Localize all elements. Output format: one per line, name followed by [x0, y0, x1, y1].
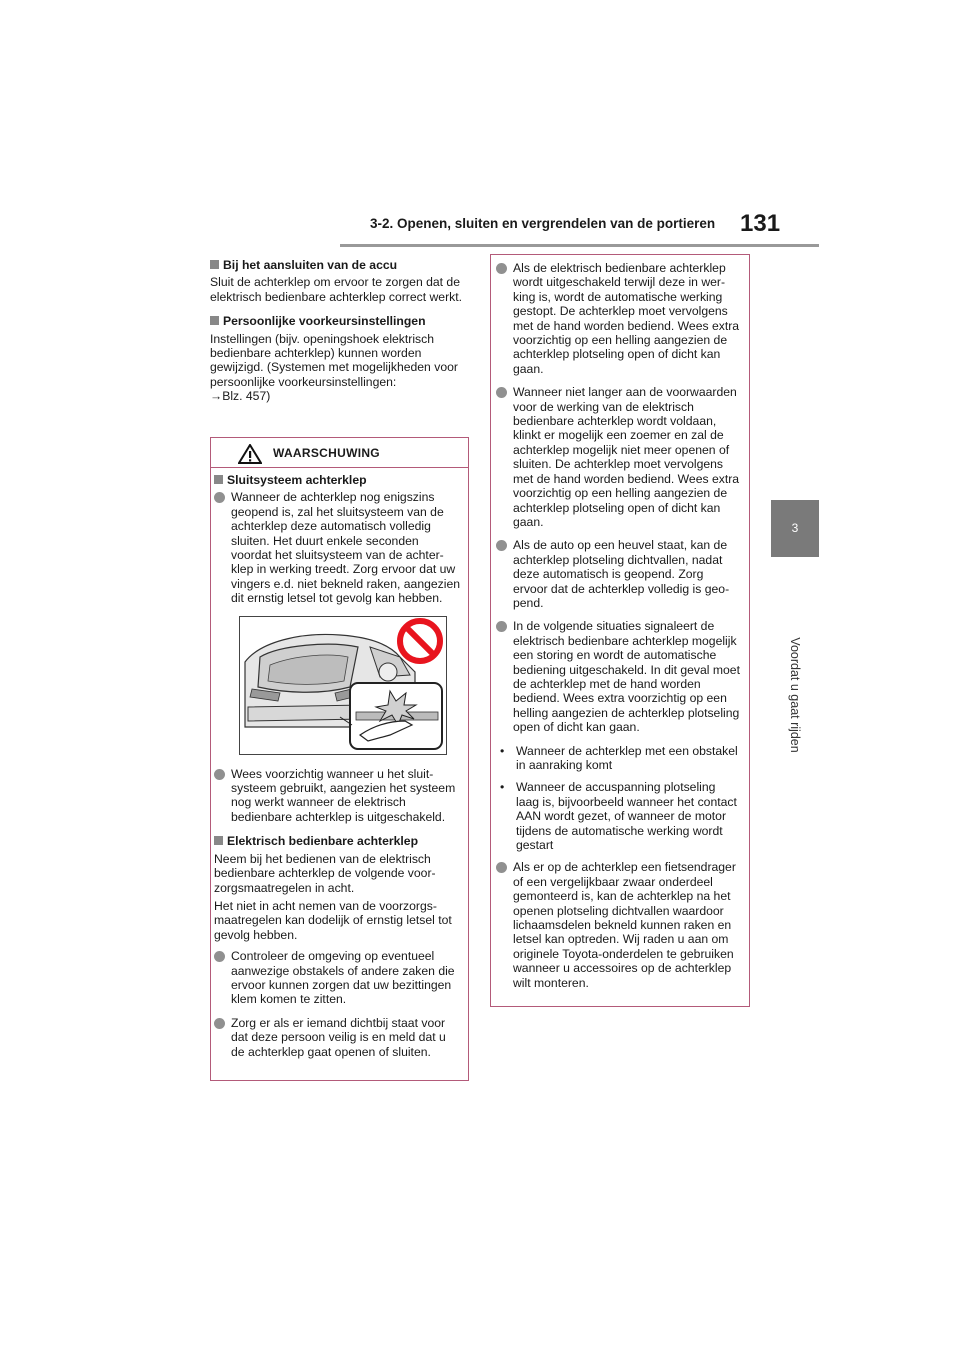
- chapter-tab: 3: [771, 500, 819, 557]
- power-tailgate-intro: Neem bij het bedienen van de elektrisch bedienbare achterklep de volgende voorzorgsmaatregelen in acht.: [214, 851, 436, 895]
- personal-heading: Persoonlijke voorkeursinstellingen: [210, 314, 468, 328]
- warning-triangle-icon: [238, 444, 262, 464]
- square-bullet-icon: [210, 260, 219, 269]
- power-tailgate-intro-2: Het niet in acht nemen van de voorzorgsmaatregelen kan dodelijk of ernstig letsel tot gevolg hebben.: [214, 898, 452, 942]
- warning-header: [211, 438, 468, 468]
- round-bullet-icon: [214, 1018, 225, 1029]
- battery-body: Sluit de achterklep om ervoor te zorgen dat de elektrisch bedienbare achterklep correct werkt.: [210, 275, 462, 304]
- list-item: Als er op de achterklep een fietsendrager of een vergelijkbaar zwaar onderdeel gemonteerd is, kan de achterklep na het openen plotseling dichtvallen waardoor lichaamsdelen bekneld kunnen raken en letsel kan optreden. Wij raden u aan om originele Toyota-onderdelen te gebruiken wanneer u accessoires op de achterklep wilt monteren.: [496, 860, 741, 990]
- round-bullet-icon: [496, 540, 507, 551]
- list-item: Wees voorzichtig wanneer u het sluitsysteem gebruikt, aangezien het systeem nog werkt wanneer de elektrisch bedienbare achterklep is uitgeschakeld.: [214, 767, 460, 825]
- round-bullet-icon: [496, 862, 507, 873]
- sub-list-item: • Wanneer de accuspanning plotseling laag is, bijvoorbeeld wanneer het contact AAN wordt gezet, of wanneer de motor tijdens de automatische werking wordt gestart: [496, 780, 741, 852]
- closing-system-heading: Sluitsysteem achterklep: [214, 473, 460, 487]
- list-item: Wanneer niet langer aan de voorwaarden voor de werking van de elektrisch bedienbare achterklep wordt voldaan, klinkt er mogelijk een zoemer en zal de achterklep mogelijk niet meer openen of sluiten. De achterklep moet vervolgens met de hand worden bediend. Wees extra voorzichtig op een helling aangezien de achterklep plotseling open of dicht kan gaan.: [496, 385, 741, 529]
- list-item: In de volgende situaties signaleert de elektrisch bedienbare achterklep mogelijk een storing en wordt de automatische bediening uitgeschakeld. In dit geval moet de achterklep met de hand worden bediend. Wees extra voorzichtig op een helling aangezien de achterklep plotseling open of dicht kan gaan.: [496, 619, 741, 734]
- list-item: Wanneer de achterklep nog enigszins geopend is, zal het sluitsysteem van de achterklep deze automatisch volledig sluiten. Het duurt enkele seconden voordat het sluitsysteem van de achterklep in werking treedt. Zorg ervoor dat uw vingers e.d. niet bekneld raken, aangezien dit ernstig letsel tot gevolg kan hebben.: [214, 490, 460, 605]
- left-column: [210, 258, 468, 411]
- page-reference: →Blz. 457): [210, 389, 271, 404]
- warning-body-continued: [496, 261, 741, 999]
- round-bullet-icon: [496, 621, 507, 632]
- tailgate-pinch-drawing: [240, 617, 446, 754]
- power-tailgate-heading: Elektrisch bedienbare achterklep: [214, 834, 460, 848]
- round-bullet-icon: [214, 769, 225, 780]
- round-bullet-icon: [496, 263, 507, 274]
- list-item: Als de elektrisch bedienbare achterklep wordt uitgeschakeld terwijl deze in werking is, wordt de automatische werking gestopt. De achterklep moet vervolgens met de hand worden bediend. Wees extra voorzichtig op een helling aangezien de achterklep plotseling open of dicht kan gaan.: [496, 261, 741, 376]
- sub-list-item: • Wanneer de achterklep met een obstakel in aanraking komt: [496, 744, 741, 773]
- square-bullet-icon: [210, 316, 219, 325]
- list-item: Zorg er als er iemand dichtbij staat voor dat deze persoon veilig is en meld dat u de achterklep gaat openen of sluiten.: [214, 1016, 460, 1059]
- list-item: Als de auto op een heuvel staat, kan de achterklep plotseling dichtvallen, nadat deze automatisch is geopend. Zorg ervoor dat de achterklep volledig is geopend.: [496, 538, 741, 610]
- battery-heading: Bij het aansluiten van de accu: [210, 258, 468, 272]
- chapter-title: Voordat u gaat rijden: [788, 637, 802, 753]
- sub-bullet-marker: •: [500, 780, 505, 795]
- square-bullet-icon: [214, 475, 223, 484]
- section-title: 3-2. Openen, sluiten en vergrendelen van de portieren: [370, 216, 716, 231]
- personal-body: Instellingen (bijv. openingshoek elektrisch bedienbare achterklep) kunnen worden gewijzigd. (Systemen met mogelijkheden voor persoonlijke voorkeursinstellingen: →Blz. 457): [210, 331, 458, 404]
- round-bullet-icon: [214, 492, 225, 503]
- list-item: Controleer de omgeving op eventueel aanwezige obstakels of andere zaken die ervoor kunnen zorgen dat uw bezittingen klem komen te zitten.: [214, 949, 460, 1007]
- tailgate-pinch-illustration: [239, 616, 447, 755]
- page-number: 131: [740, 210, 781, 237]
- round-bullet-icon: [496, 387, 507, 398]
- warning-box: [210, 437, 469, 1081]
- warning-title: WAARSCHUWING: [273, 446, 380, 460]
- header-rule: [340, 244, 819, 247]
- warning-box-continued: [490, 254, 750, 1007]
- warning-body: [214, 473, 460, 1068]
- square-bullet-icon: [214, 836, 223, 845]
- sub-bullet-marker: •: [500, 743, 505, 758]
- round-bullet-icon: [214, 951, 225, 962]
